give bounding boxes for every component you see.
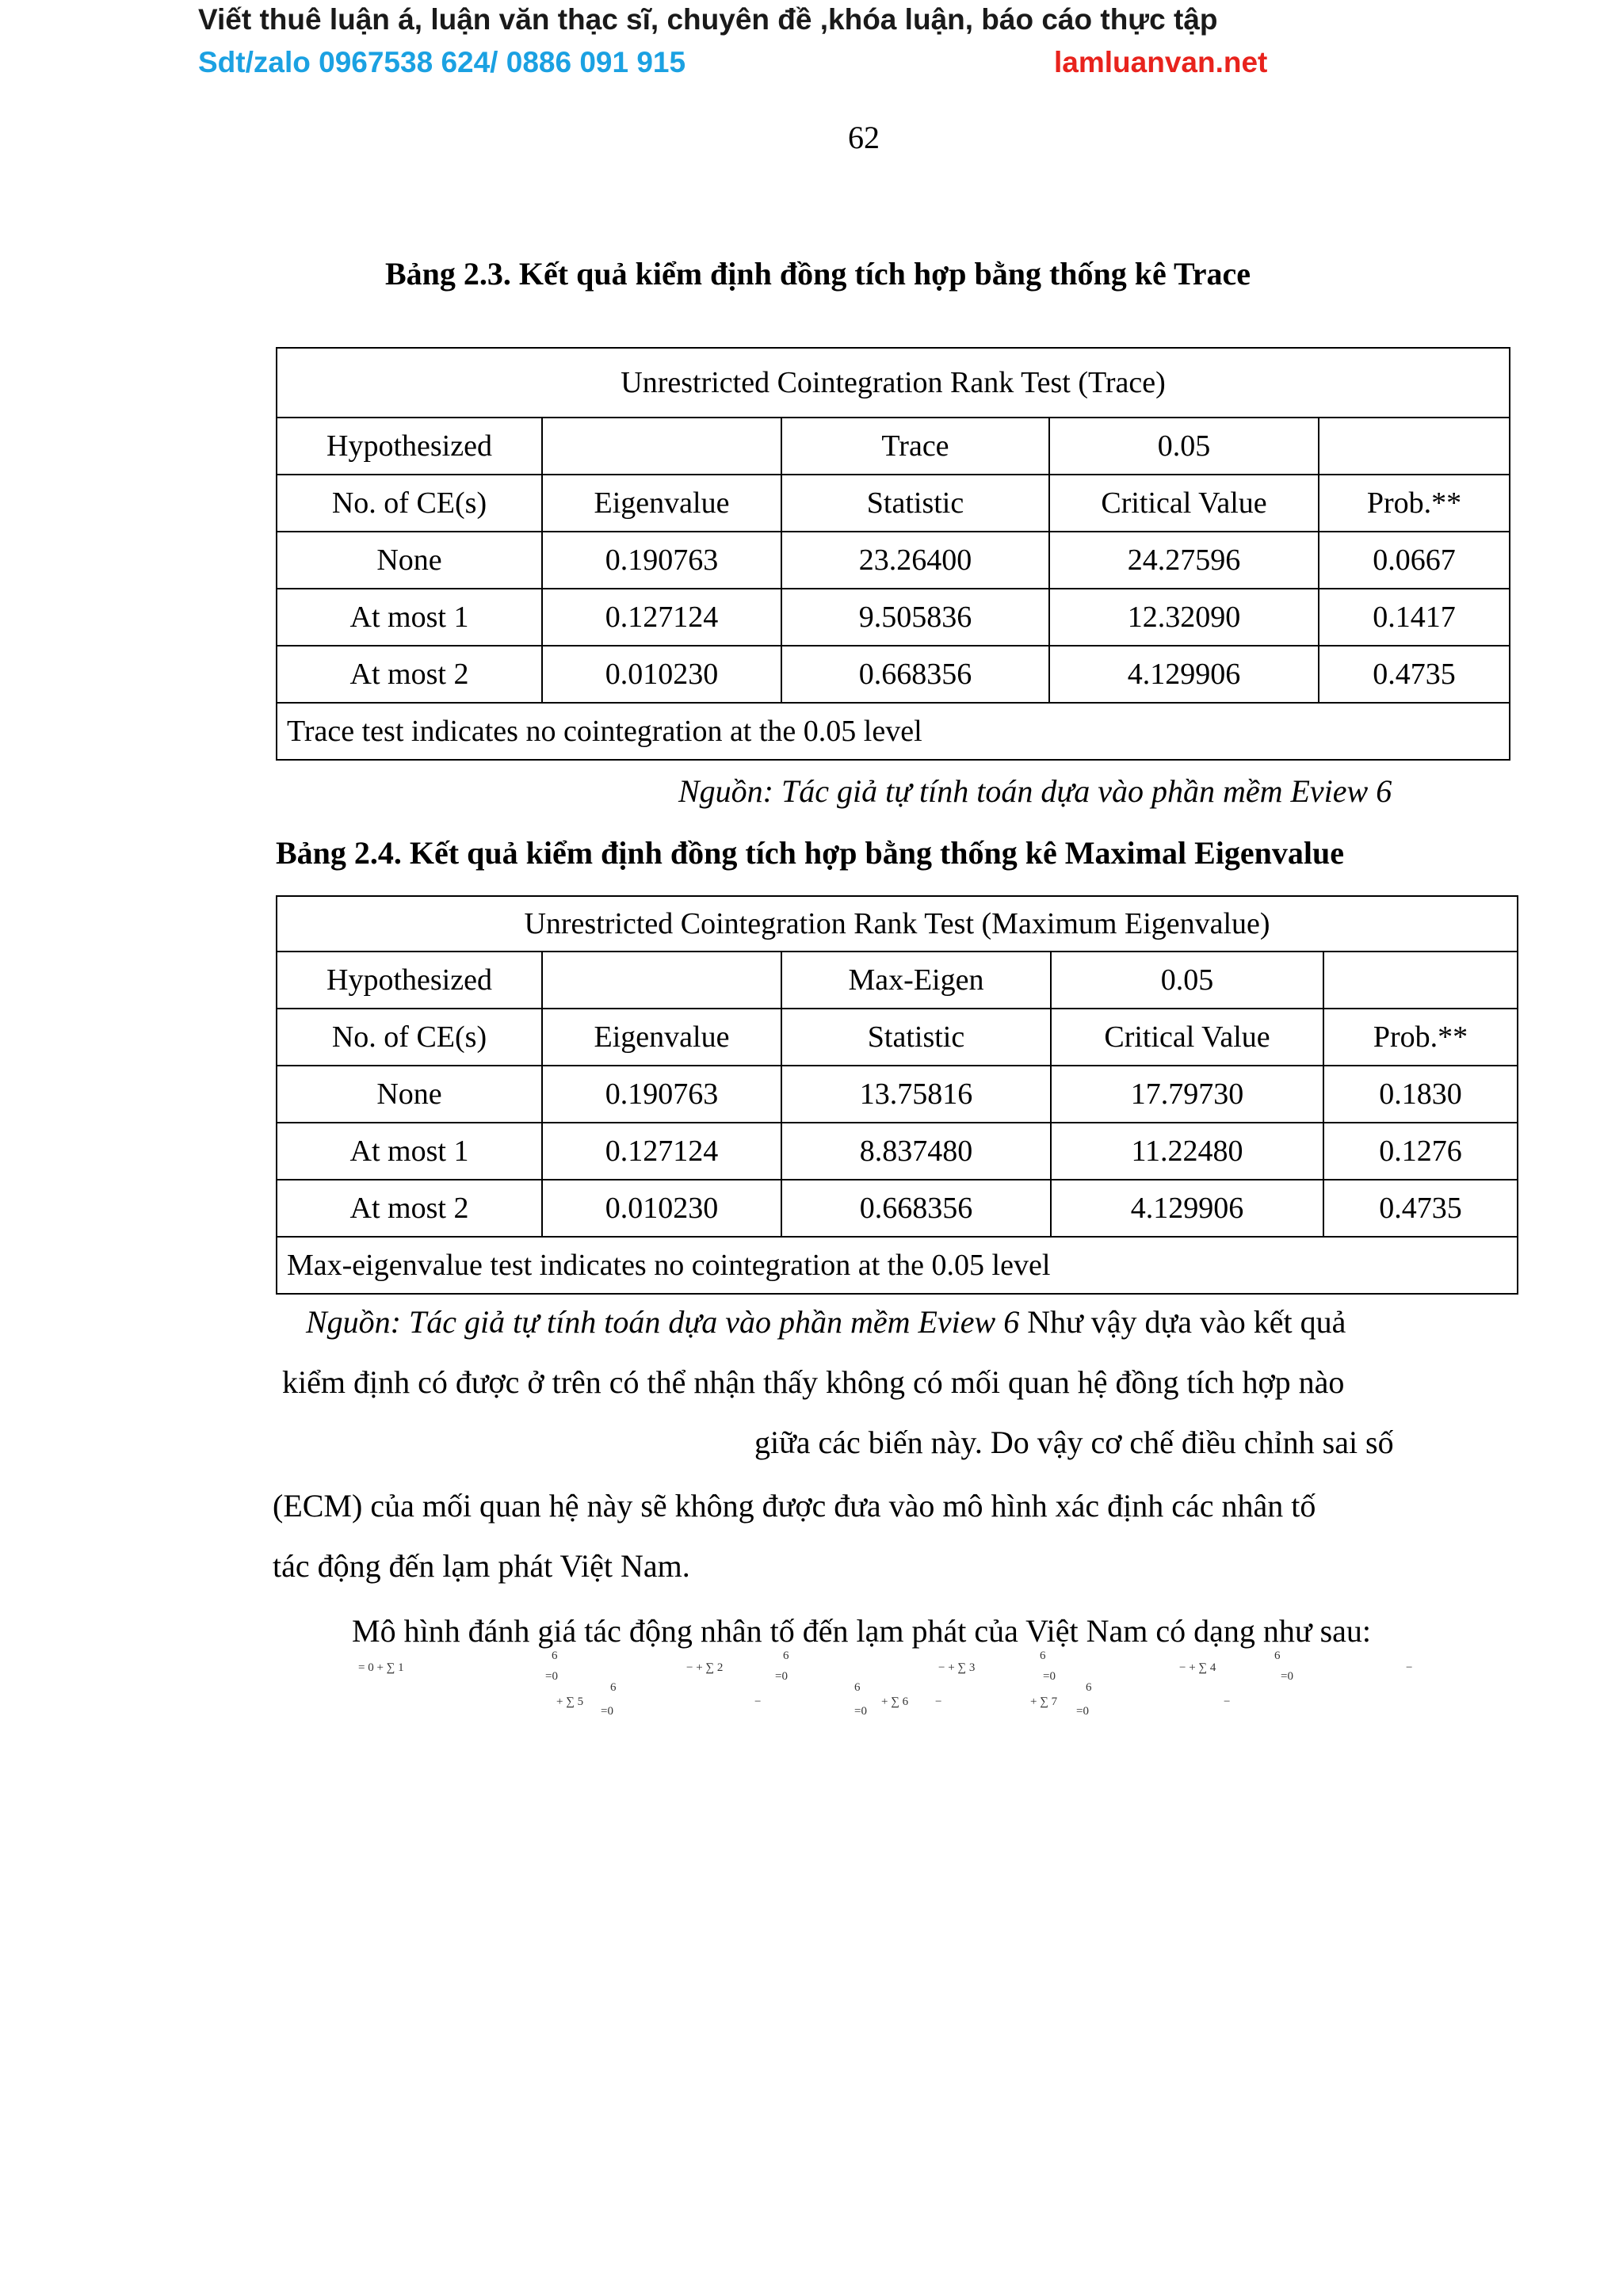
formula-fragment: 6 <box>783 1650 789 1662</box>
header-cell: Max-Eigen <box>781 952 1051 1009</box>
table-cell: At most 2 <box>277 1180 542 1237</box>
formula-fragment: 6 <box>552 1650 558 1662</box>
formula-fragment: =0 <box>545 1670 558 1683</box>
table-cell: None <box>277 532 542 589</box>
table-row <box>277 646 1510 703</box>
table-cell: 4.129906 <box>1051 1180 1323 1237</box>
table2-caption: Bảng 2.4. Kết quả kiểm định đồng tích hợp bằng thống kê Maximal Eigenvalue <box>276 835 1344 871</box>
paragraph-line: tác động đến lạm phát Việt Nam. <box>273 1548 690 1584</box>
formula-fragment: + ∑ 6 <box>881 1695 909 1708</box>
header-cell <box>1323 952 1518 1009</box>
formula-fragment: − <box>1406 1661 1413 1674</box>
formula-fragment: 6 <box>610 1681 617 1694</box>
header-cell: 0.05 <box>1051 952 1323 1009</box>
trace-test-table <box>276 347 1510 761</box>
table-cell: 0.190763 <box>542 1066 781 1123</box>
formula-fragment: − <box>935 1695 942 1708</box>
table-cell: At most 1 <box>277 589 542 646</box>
formula-fragment: 6 <box>1040 1650 1046 1662</box>
table-cell: At most 2 <box>277 646 542 703</box>
table-cell: 0.010230 <box>542 646 781 703</box>
table-cell: At most 1 <box>277 1123 542 1180</box>
formula-fragment: =0 <box>601 1705 613 1718</box>
table-cell: 0.010230 <box>542 1180 781 1237</box>
paragraph-line: giữa các biến này. Do vậy cơ chế điều chỉnh sai số <box>754 1425 1394 1460</box>
formula-fragment: =0 <box>775 1670 788 1683</box>
table-cell: 24.27596 <box>1049 532 1319 589</box>
table-footnote: Max-eigenvalue test indicates no cointegration at the 0.05 level <box>277 1237 1518 1294</box>
formula-fragment: + ∑ 5 <box>556 1695 584 1708</box>
model-intro: Mô hình đánh giá tác động nhân tố đến lạm phát của Việt Nam có dạng như sau: <box>352 1613 1372 1649</box>
table-cell: 0.1830 <box>1323 1066 1518 1123</box>
table-row <box>277 589 1510 646</box>
table-cell: 17.79730 <box>1051 1066 1323 1123</box>
header-cell: Critical Value <box>1051 1009 1323 1066</box>
table-cell: None <box>277 1066 542 1123</box>
table-cell: 9.505836 <box>781 589 1049 646</box>
header-cell: No. of CE(s) <box>277 1009 542 1066</box>
header-cell: Statistic <box>781 1009 1051 1066</box>
table-row <box>277 1066 1518 1123</box>
header-cell: Hypothesized <box>277 418 542 475</box>
header-cell: No. of CE(s) <box>277 475 542 532</box>
table-title-row <box>277 896 1518 952</box>
max-eigen-test-table <box>276 895 1518 1295</box>
page-number: 62 <box>848 120 880 155</box>
table-row <box>277 1123 1518 1180</box>
table-footer-row <box>277 1237 1518 1294</box>
header-cell <box>542 952 781 1009</box>
header-website: lamluanvan.net <box>1054 46 1268 78</box>
table-cell: 0.190763 <box>542 532 781 589</box>
header-cell: Statistic <box>781 475 1049 532</box>
formula-fragment: − + ∑ 4 <box>1179 1661 1216 1674</box>
table-footnote: Trace test indicates no cointegration at the 0.05 level <box>277 703 1510 760</box>
table-cell: 0.0667 <box>1319 532 1510 589</box>
table-cell: 23.26400 <box>781 532 1049 589</box>
table-title: Unrestricted Cointegration Rank Test (Trace) <box>277 348 1510 418</box>
table-cell: 12.32090 <box>1049 589 1319 646</box>
formula-fragment: − + ∑ 2 <box>686 1661 724 1674</box>
header-cell: 0.05 <box>1049 418 1319 475</box>
formula-fragment: =0 <box>854 1705 867 1718</box>
table-cell: 0.4735 <box>1323 1180 1518 1237</box>
table-header-row <box>277 418 1510 475</box>
paragraph-line: (ECM) của mối quan hệ này sẽ không được đưa vào mô hình xác định các nhân tố <box>273 1488 1316 1524</box>
table1-caption: Bảng 2.3. Kết quả kiểm định đồng tích hợp bằng thống kê Trace <box>385 256 1251 292</box>
table-title-row <box>277 348 1510 418</box>
header-cell: Eigenvalue <box>542 1009 781 1066</box>
table-cell: 0.4735 <box>1319 646 1510 703</box>
table-cell: 0.1276 <box>1323 1123 1518 1180</box>
table-cell: 0.1417 <box>1319 589 1510 646</box>
table-cell: 11.22480 <box>1051 1123 1323 1180</box>
table-cell: 13.75816 <box>781 1066 1051 1123</box>
table-cell: 0.127124 <box>542 1123 781 1180</box>
paragraph-line: Như vậy dựa vào kết quả <box>1027 1304 1346 1340</box>
formula-fragment: =0 <box>1043 1670 1056 1683</box>
table-title: Unrestricted Cointegration Rank Test (Maximum Eigenvalue) <box>277 896 1518 952</box>
table-cell: 0.668356 <box>781 1180 1051 1237</box>
header-cell: Critical Value <box>1049 475 1319 532</box>
table-cell: 4.129906 <box>1049 646 1319 703</box>
table-footer-row <box>277 703 1510 760</box>
table2-source-note <box>306 1303 1346 1341</box>
header-cell: Prob.** <box>1319 475 1510 532</box>
header-cell <box>1319 418 1510 475</box>
formula-fragment: =0 <box>1281 1670 1293 1683</box>
formula-fragment: 6 <box>1086 1681 1092 1694</box>
table-cell: 8.837480 <box>781 1123 1051 1180</box>
table-cell: 0.668356 <box>781 646 1049 703</box>
formula-fragment: 6 <box>1274 1650 1281 1662</box>
table-cell: 0.127124 <box>542 589 781 646</box>
header-cell: Hypothesized <box>277 952 542 1009</box>
table-header-row <box>277 952 1518 1009</box>
table-row <box>277 1180 1518 1237</box>
source-note: Nguồn: Tác giả tự tính toán dựa vào phần mềm Eview 6 <box>306 1304 1020 1340</box>
formula-fragment: 6 <box>854 1681 861 1694</box>
paragraph-line: kiểm định có được ở trên có thể nhận thấy không có mối quan hệ đồng tích hợp nào <box>282 1364 1345 1400</box>
header-cell: Eigenvalue <box>542 475 781 532</box>
header-contact-phone: Sdt/zalo 0967538 624/ 0886 091 915 <box>198 46 686 78</box>
table-row <box>277 532 1510 589</box>
formula-fragment: + ∑ 7 <box>1030 1695 1058 1708</box>
header-banner-line1: Viết thuê luận á, luận văn thạc sĩ, chuyên đề ,khóa luận, báo cáo thực tập <box>198 3 1218 36</box>
table-header-row <box>277 475 1510 532</box>
header-cell: Trace <box>781 418 1049 475</box>
formula-fragment: − + ∑ 3 <box>938 1661 976 1674</box>
table-header-row <box>277 1009 1518 1066</box>
header-cell: Prob.** <box>1323 1009 1518 1066</box>
header-cell <box>542 418 781 475</box>
formula-fragment: − <box>1224 1695 1231 1708</box>
formula-fragment: − <box>754 1695 762 1708</box>
table1-source-note: Nguồn: Tác giả tự tính toán dựa vào phần mềm Eview 6 <box>678 773 1392 809</box>
formula-fragment: = 0 + ∑ 1 <box>358 1661 404 1674</box>
formula-fragment: =0 <box>1076 1705 1089 1718</box>
